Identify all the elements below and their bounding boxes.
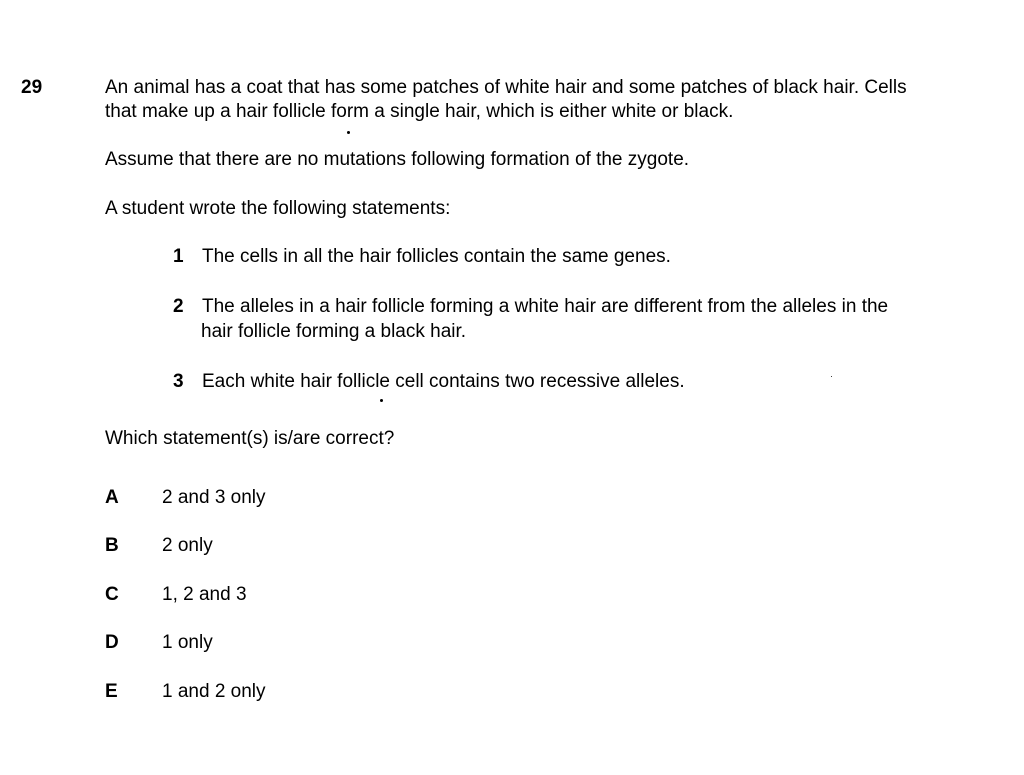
- stray-dot: [347, 131, 350, 134]
- statement-1-text: The cells in all the hair follicles contain the same genes.: [202, 246, 671, 267]
- question-assumption: Assume that there are no mutations following formation of the zygote.: [105, 149, 690, 170]
- option-letter-c: C: [105, 584, 119, 605]
- statement-3-text: Each white hair follicle cell contains two recessive alleles.: [202, 371, 685, 392]
- statement-2-text-line-2: hair follicle forming a black hair.: [201, 321, 467, 342]
- statements-lead-in: A student wrote the following statements:: [105, 198, 451, 219]
- stray-dot: [380, 399, 383, 402]
- option-letter-d: D: [105, 632, 119, 653]
- question-intro-line-1: An animal has a coat that has some patches of white hair and some patches of black hair. Cells: [105, 77, 907, 98]
- question-intro-line-2: that make up a hair follicle form a single hair, which is either white or black.: [105, 101, 734, 122]
- statement-2-text-line-1: The alleles in a hair follicle forming a white hair are different from the alleles in the: [202, 296, 889, 317]
- option-c-text: 1, 2 and 3: [162, 584, 247, 605]
- option-letter-b: B: [105, 535, 119, 556]
- question-number: 29: [21, 77, 43, 98]
- option-letter-e: E: [105, 681, 118, 702]
- statement-number-3: 3: [173, 371, 184, 392]
- question-prompt: Which statement(s) is/are correct?: [105, 428, 395, 449]
- option-letter-a: A: [105, 487, 119, 508]
- statement-number-1: 1: [173, 246, 184, 267]
- option-d-text: 1 only: [162, 632, 213, 653]
- option-b-text: 2 only: [162, 535, 213, 556]
- stray-dot: [831, 376, 832, 377]
- option-e-text: 1 and 2 only: [162, 681, 266, 702]
- option-a-text: 2 and 3 only: [162, 487, 266, 508]
- statement-number-2: 2: [173, 296, 184, 317]
